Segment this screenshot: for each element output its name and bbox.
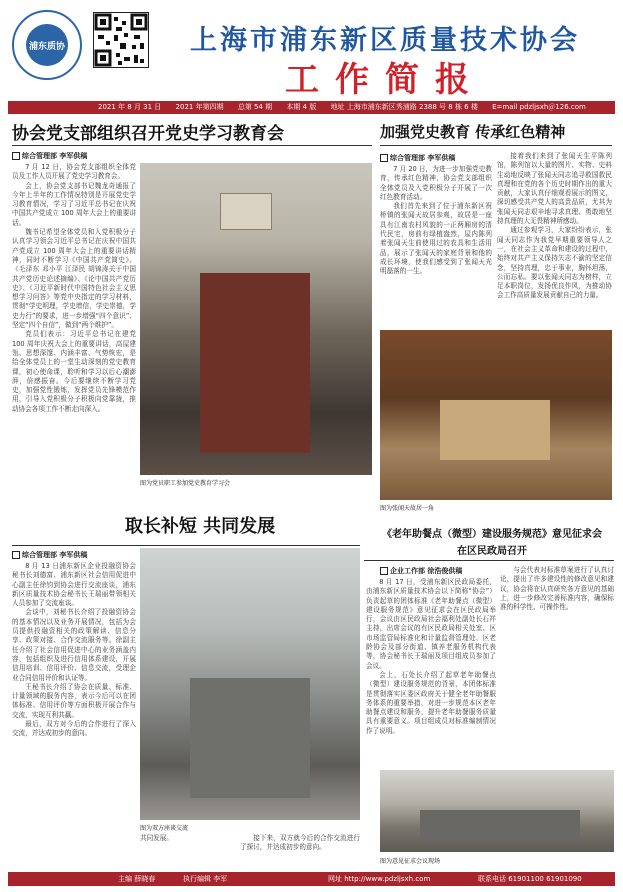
paragraph: 魏书记希望全体党员和入党积极分子认真学习领会习近平总书记在庆祝中国共产党成立 100 周年大会上的重要讲话精神，同时不断学习《中国共产党简史》、《毛泽东 邓小平 江泽民 胡锦涛关于中国共产党历史论述摘编》、《论中国共产党历史》、《习近平新时代中国特色社会主义思想学习问答》等党中央指定的学习材料，贯彻“学史明理，学史增信，学史崇德，学史力行”的要求，进一步增强“四个意识”、坚定“四个自信”，做到“两个维护”。 xyxy=(12,228,136,330)
article4-headline-line2: 在区民政局召开 xyxy=(457,546,527,557)
phone: 联系电话 61901100 61901090 xyxy=(478,875,582,883)
issue-address: 地址 上海市浦东新区秀浦路 2388 号 8 栋 6 楼 xyxy=(330,103,478,111)
exchange-meeting-photo xyxy=(140,548,360,820)
article3-tail-left xyxy=(140,834,235,870)
article4-headline-line1: 《老年助餐点（微型）建设服务规范》意见征求会 xyxy=(382,529,602,540)
divider xyxy=(12,545,360,546)
exec-editor: 执行编辑 李军 xyxy=(183,875,228,883)
issue-pages: 本期 4 版 xyxy=(286,103,317,111)
article2-headline: 加强党史教育 传承红色精神 xyxy=(380,123,566,141)
divider xyxy=(12,145,372,146)
website: 网址 http://www.pdzljsxh.com xyxy=(328,875,431,883)
article1-byline: 综合管理部 李军供稿 xyxy=(12,151,87,161)
paragraph: 最后，双方对今后的合作进行了深入交流，并达成初步的意向。 xyxy=(12,720,136,738)
screen-shape xyxy=(220,193,272,230)
paragraph: 接着我们来到了张闻天生平陈列馆，陈列馆以大量的图片、实物、史料生动地反映了张闻天同志追寻救国救民真理和在党的各个历史时期作出的重大贡献，大家认真仔细观看展示的图文，深切感受共产党人的高贵品质，尤其为张闻天同志艰辛地寻求真理、勇敢地坚持真理的大无畏精神所感动。 xyxy=(497,152,612,226)
editor: 主编 薛晓春 xyxy=(118,875,156,883)
issue-email: E=mail pdzljsxh＠126.com xyxy=(492,103,586,111)
article3-photo-caption: 图为双方座谈交流 xyxy=(140,825,189,832)
former-residence-photo xyxy=(380,330,612,500)
consultation-meeting-photo xyxy=(380,770,614,852)
article4-byline: 企业工作部 徐浩俊供稿 xyxy=(380,566,462,576)
association-logo xyxy=(12,10,82,80)
association-title: 上海市浦东新区质量技术协会 xyxy=(190,25,580,56)
paragraph: 7 月 12 日，协会党支部组织全体党员及工作人员开展了党史学习教育会。 xyxy=(12,163,136,181)
paragraph: 会上，协会党支部书记魏龙奇通报了今年上半年的工作情况特别是开展党史学习教育情况，学习了习近平总书记在庆祝中国共产党成立 100 周年大会上的重要讲话。 xyxy=(12,181,136,227)
article3-body xyxy=(12,562,136,868)
article1-photo-caption: 图为党员职工参加党史教育学习会 xyxy=(140,480,231,487)
article2-photo-caption: 图为张闻天故居一角 xyxy=(380,505,435,512)
article1-body xyxy=(12,163,136,497)
article2-body-col2 xyxy=(497,152,612,317)
issue-info-bar xyxy=(8,101,615,114)
table-shape xyxy=(200,273,310,453)
paragraph: 会上，石处长介绍了起草老年助餐点（微型）建设服务规范的背景，本团体标准是贯彻落实区委区政府关于健全老年助餐服务体系的重要举措，对进一步规范本区老年助餐点建设和服务，提升老年助餐服务质量具有重要意义。项目组成员对标准编制情况作了说明。 xyxy=(366,670,496,735)
article3-headline: 取长补短 共同发展 xyxy=(124,516,276,537)
paragraph: 接下来，双方就今后的合作交流进行了探讨，并达成初步的意向。 xyxy=(240,834,360,852)
table-shape xyxy=(420,810,580,840)
article3-tail-mid xyxy=(240,834,360,870)
paragraph: 会谈中，刘秘书长介绍了投融资协会的基本情况以及业务开展情况，包括为会员提供投融资相关的政策解读、信息分享、政策对接、合作交流服务等。徐副主任介绍了社会信用促进中心的业务涵盖内容，包括组织及进行信用体系建设，开展信用培训、信用评价、信息交流，受理企业合同信用评价和认证等。 xyxy=(12,608,136,682)
paragraph: 7 月 20 日，为进一步加强党史教育，传承红色精神，协会党支部组织全体党员及入党积极分子开展了一次红色教育活动。 xyxy=(380,165,492,201)
paragraph: 我们首先来到了位于浦东新区祝桥镇的张闻天故居参观，故居是一座具有江南农村风貌的一正两厢房的清代民宅，房前有绿植盎然，屋内陈列着张闻天生前使用过的农具和生活用品，展示了张闻天的家庭背景和他的成长环境，使我们感受到了张闻天光明磊落的一生。 xyxy=(380,202,492,276)
article4-body-col2 xyxy=(500,566,614,768)
logo-text: 浦东质协 xyxy=(28,42,65,52)
issue-date: 2021 年 8 月 31 日 xyxy=(98,103,162,111)
article1-headline: 协会党支部组织召开党史学习教育会 xyxy=(12,124,284,144)
article2-body-col1 xyxy=(380,165,492,317)
paragraph: 8 月 13 日浦东新区企业投融资协会秘书长刘德富、浦东新区社会信用促进中心副主任徐钧到协会进行交流座谈，浦东新区质量技术协会秘书长王瑞丽带领相关人员参加了交流座谈。 xyxy=(12,562,136,608)
party-meeting-photo xyxy=(140,163,372,475)
footer-bar xyxy=(8,872,615,886)
bulletin-title: 工作简报 xyxy=(285,60,485,100)
divider xyxy=(380,145,612,146)
article4-body-col1 xyxy=(366,578,496,768)
paragraph: 共同发展。 xyxy=(140,834,173,842)
article3-byline: 综合管理部 李军供稿 xyxy=(12,550,87,560)
paragraph: 通过参观学习，大家纷纷表示，张闻天同志作为我党早期重要领导人之一，在社会主义革命和建设的过程中，始终对共产主义保持矢志不渝的坚定信念，坚持真理，忠于事业，胸怀坦荡，公而忘私。要以张闻天同志为榜样，立足本职岗位，发扬优良作风，为推动协会工作高质量发展贡献自己的力量。 xyxy=(497,226,612,300)
qr-code xyxy=(93,12,149,68)
issue-total: 总第 54 期 xyxy=(237,103,273,111)
article2-byline: 综合管理部 李军供稿 xyxy=(380,153,455,163)
article4-photo-caption: 图为意见征求会议现场 xyxy=(380,858,441,865)
divider xyxy=(364,560,614,561)
paragraph: 8 月 17 日，受浦东新区民政局委托，由浦东新区质量技术协会以下简称“协会”）负责起草的团体标准《老年助餐点（微型）建设服务规范》意见征求会在区民政局举行，会议由区民政局社会福利处副处长石祥主持，出席会议的有区民政局相关处室、区市场监管局标准化和计量监督管理处、区老龄协会及部分街道、镇养老服务机构代表等，协会秘书长王瑞丽及项目组成员参加了会议。 xyxy=(366,578,496,670)
table-shape xyxy=(190,678,310,798)
paragraph: 党员们表示：习近平总书记在建党 100 周年庆祝大会上的重要讲话，高屋建瓴、思想深邃、内涵丰富、气势恢宏，是给全体党员上的一堂生动深刻的党史教育课，初心使命课，聆听和学习以后心潮澎湃，倍感振奋。今后要继续不断学习党史，加强党性锻炼，发挥党员先锋模范作用，引导入党积极分子积极向党靠拢，推动协会各项工作不断走向深入。 xyxy=(12,330,136,413)
issue-number: 2021 年第四期 xyxy=(175,103,224,111)
paragraph: 王秘书长介绍了协会在质量、标准、计量领域的服务内容，表示今后可以在团体标准、信用评价等方面积极开展合作与交流，实现互利共赢。 xyxy=(12,682,136,719)
paragraph: 与会代表对标准草案进行了认真讨论，提出了许多建设性的修改意见和建议，协会将在认真研究各方意见的基础上，进一步修改完善标准内容，确保标准的科学性、可操作性。 xyxy=(500,566,614,612)
furniture-shape xyxy=(440,400,550,460)
